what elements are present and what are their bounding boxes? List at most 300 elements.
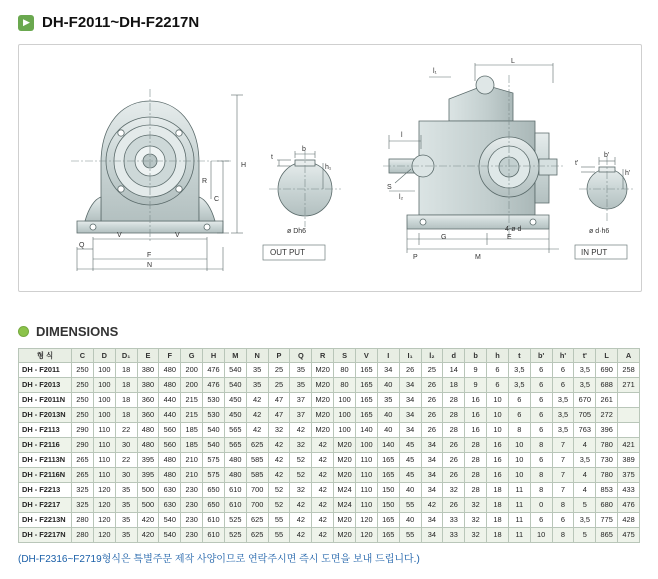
table-cell: 165 [377, 513, 399, 528]
table-cell: 110 [355, 468, 377, 483]
table-cell: 6 [530, 423, 552, 438]
table-cell: 8 [552, 528, 574, 543]
dim-label-t-prime: t' [575, 160, 579, 167]
table-cell: 10 [487, 393, 509, 408]
table-cell: 476 [618, 498, 640, 513]
table-cell: 540 [224, 378, 246, 393]
table-cell-model: DH - F2013 [19, 378, 72, 393]
table-cell: 530 [203, 408, 225, 423]
table-cell: 560 [159, 438, 181, 453]
table-cell: 480 [159, 468, 181, 483]
table-cell: 100 [93, 363, 115, 378]
dim-label-M: M [475, 254, 481, 261]
table-cell: 26 [399, 363, 421, 378]
table-col-header: S [334, 349, 356, 363]
table-cell: 6 [552, 363, 574, 378]
table-cell: 610 [203, 528, 225, 543]
table-row [19, 393, 640, 408]
table-cell: 565 [224, 423, 246, 438]
table-col-header: Q [290, 349, 312, 363]
table-cell: 4 [574, 438, 596, 453]
table-col-header: C [72, 349, 94, 363]
table-cell: 8 [530, 483, 552, 498]
table-col-header: G [181, 349, 203, 363]
table-cell: 6 [530, 453, 552, 468]
table-cell: 26 [421, 408, 443, 423]
dim-label-Q: Q [79, 242, 85, 249]
table-cell-model: DH - F2113N [19, 453, 72, 468]
table-cell: 35 [290, 378, 312, 393]
table-cell: 40 [377, 423, 399, 438]
table-cell: 22 [115, 453, 137, 468]
table-col-header: M [224, 349, 246, 363]
table-cell: 3,5 [508, 378, 530, 393]
table-cell: 140 [355, 423, 377, 438]
table-cell: 34 [399, 408, 421, 423]
table-cell: 42 [312, 438, 334, 453]
dim-label-l: l [401, 132, 403, 139]
table-cell: 18 [487, 528, 509, 543]
table-cell: 325 [72, 498, 94, 513]
table-cell: 865 [596, 528, 618, 543]
table-cell: M20 [312, 393, 334, 408]
table-cell: 185 [181, 438, 203, 453]
dim-label-dh6: ø Dh6 [287, 228, 307, 235]
table-cell: 26 [421, 393, 443, 408]
table-cell: 6 [530, 513, 552, 528]
table-cell: 480 [224, 453, 246, 468]
table-cell: 680 [596, 498, 618, 513]
footnote: (DH-F2316~F2719형식은 특별주문 제작 사양이므로 연락주시면 즉시 도면을 보내 드립니다.) [18, 554, 420, 565]
table-cell: 450 [224, 408, 246, 423]
table-cell: 32 [290, 438, 312, 453]
table-cell: 0 [530, 498, 552, 513]
table-col-header: t [508, 349, 530, 363]
table-cell: 210 [181, 468, 203, 483]
dim-label-H: H [241, 162, 247, 169]
dim-label-h-prime: h' [625, 170, 631, 177]
table-cell: 52 [290, 453, 312, 468]
table-cell: 11 [508, 498, 530, 513]
table-cell-model: DH - F2213N [19, 513, 72, 528]
table-cell: 853 [596, 483, 618, 498]
table-cell: 6 [530, 408, 552, 423]
table-row [19, 483, 640, 498]
label-out-put: OUT PUT [270, 248, 305, 257]
table-cell: 26 [443, 438, 465, 453]
table-cell: 165 [355, 363, 377, 378]
table-cell: 35 [115, 528, 137, 543]
table-cell: 480 [159, 378, 181, 393]
table-col-header: P [268, 349, 290, 363]
table-cell-model: DH - F2011 [19, 363, 72, 378]
table-row [19, 468, 640, 483]
table-body [19, 363, 640, 543]
table-cell-model: DH - F2116N [19, 468, 72, 483]
table-cell: 18 [115, 363, 137, 378]
table-cell: 625 [246, 528, 268, 543]
table-cell: 11 [508, 513, 530, 528]
table-cell: 10 [508, 453, 530, 468]
table-cell: 18 [487, 483, 509, 498]
dimensions-heading-text: DIMENSIONS [36, 324, 119, 339]
table-cell: 42 [246, 408, 268, 423]
table-cell: 42 [268, 468, 290, 483]
table-header-row [19, 349, 640, 363]
table-cell: 165 [377, 468, 399, 483]
table-cell: 7 [552, 438, 574, 453]
table-cell: 585 [246, 453, 268, 468]
table-cell: 476 [203, 363, 225, 378]
table-cell: 290 [72, 423, 94, 438]
table-cell: 525 [224, 513, 246, 528]
table-col-header: N [246, 349, 268, 363]
page-title [18, 14, 199, 31]
table-cell: M20 [334, 528, 356, 543]
table-cell: 200 [181, 378, 203, 393]
table-col-header: h [487, 349, 509, 363]
table-cell: 34 [421, 453, 443, 468]
dim-label-S: S [387, 184, 392, 191]
table-cell: 6 [487, 363, 509, 378]
table-cell: 100 [93, 393, 115, 408]
table-col-header: V [355, 349, 377, 363]
table-cell: 110 [355, 453, 377, 468]
table-cell: 230 [181, 528, 203, 543]
table-cell: 55 [399, 498, 421, 513]
table-row [19, 408, 640, 423]
table-cell: 45 [399, 468, 421, 483]
table-cell: 18 [115, 408, 137, 423]
table-cell: M24 [334, 498, 356, 513]
table-cell: 25 [268, 378, 290, 393]
table-cell: 325 [72, 483, 94, 498]
table-col-header: t' [574, 349, 596, 363]
table-cell: 480 [137, 423, 159, 438]
table-cell: 165 [355, 408, 377, 423]
table-cell: 775 [596, 513, 618, 528]
table-cell: 28 [443, 393, 465, 408]
table-col-header: 형 식 [19, 349, 72, 363]
table-cell: 40 [377, 408, 399, 423]
table-cell: 780 [596, 468, 618, 483]
table-cell: M24 [334, 483, 356, 498]
table-cell: 433 [618, 483, 640, 498]
table-cell: 7 [552, 468, 574, 483]
table-cell: 18 [443, 378, 465, 393]
table-cell: 165 [377, 453, 399, 468]
label-in-put: IN PUT [581, 248, 608, 257]
table-cell: 14 [443, 363, 465, 378]
dim-label-V1: V [117, 232, 122, 239]
table-col-header: H [203, 349, 225, 363]
table-cell: 16 [487, 453, 509, 468]
table-cell-model: DH - F2011N [19, 393, 72, 408]
table-cell: 110 [355, 483, 377, 498]
table-cell: 185 [181, 423, 203, 438]
table-cell: 780 [596, 438, 618, 453]
table-col-header: I₁ [399, 349, 421, 363]
table-cell: 18 [487, 498, 509, 513]
table-cell: 100 [93, 408, 115, 423]
dimensions-table [18, 348, 640, 543]
table-cell: 250 [72, 378, 94, 393]
table-cell: 530 [203, 393, 225, 408]
table-cell: 34 [421, 468, 443, 483]
table-cell: 625 [246, 438, 268, 453]
table-cell: 35 [377, 393, 399, 408]
table-col-header: R [312, 349, 334, 363]
table-cell-model: DH - F2213 [19, 483, 72, 498]
table-cell: M20 [312, 363, 334, 378]
table-cell [618, 393, 640, 408]
table-cell: 16 [487, 468, 509, 483]
table-cell: 3,5 [552, 393, 574, 408]
table-cell: 35 [115, 498, 137, 513]
table-cell: 42 [290, 513, 312, 528]
table-cell: 34 [421, 513, 443, 528]
table-cell: 30 [115, 438, 137, 453]
table-cell: 5 [574, 528, 596, 543]
table-cell: 28 [465, 453, 487, 468]
table-cell: 688 [596, 378, 618, 393]
table-cell: 42 [268, 453, 290, 468]
table-cell: M20 [312, 423, 334, 438]
dim-label-b-prime: b' [604, 152, 610, 159]
table-cell: 11 [508, 483, 530, 498]
table-cell: 6 [508, 408, 530, 423]
table-cell: 16 [465, 423, 487, 438]
table-cell: 26 [421, 378, 443, 393]
dim-label-E: E [507, 234, 512, 241]
table-cell: 395 [137, 453, 159, 468]
table-cell: 3,5 [574, 453, 596, 468]
table-cell: 630 [159, 498, 181, 513]
table-cell: 730 [596, 453, 618, 468]
table-cell: 165 [377, 528, 399, 543]
table-cell: 42 [290, 423, 312, 438]
table-cell: 6 [530, 378, 552, 393]
table-cell: 10 [487, 408, 509, 423]
table-cell: 110 [93, 468, 115, 483]
table-cell: 650 [203, 483, 225, 498]
dim-label-t: t [271, 154, 273, 161]
table-col-header: d [443, 349, 465, 363]
table-cell: 52 [268, 498, 290, 513]
table-cell: 540 [203, 438, 225, 453]
dim-label-V2: V [175, 232, 180, 239]
table-cell: 280 [72, 528, 94, 543]
table-col-header: b' [530, 349, 552, 363]
table-cell: 35 [115, 513, 137, 528]
table-cell: 100 [334, 408, 356, 423]
table-cell: 230 [181, 513, 203, 528]
dim-label-dh6-in: ø d·h6 [589, 228, 610, 235]
table-cell: 630 [159, 483, 181, 498]
table-cell: 55 [268, 513, 290, 528]
table-cell: 9 [465, 363, 487, 378]
table-cell: M20 [334, 468, 356, 483]
table-cell: 32 [465, 498, 487, 513]
table-cell: 8 [530, 468, 552, 483]
table-cell: 8 [552, 498, 574, 513]
table-cell: 280 [72, 513, 94, 528]
table-cell: 165 [355, 378, 377, 393]
table-cell: 16 [465, 393, 487, 408]
table-cell: 28 [443, 408, 465, 423]
table-cell: 42 [290, 498, 312, 513]
table-cell: 396 [596, 423, 618, 438]
bullet-icon [18, 326, 29, 337]
table-cell: 80 [334, 378, 356, 393]
table-cell: 37 [290, 408, 312, 423]
table-cell: 42 [312, 468, 334, 483]
table-cell: 100 [334, 423, 356, 438]
table-cell: 100 [355, 438, 377, 453]
table-cell: 3,5 [552, 408, 574, 423]
table-cell: 200 [181, 363, 203, 378]
table-cell: 28 [443, 423, 465, 438]
table-cell: 525 [224, 528, 246, 543]
table-cell: 450 [224, 393, 246, 408]
table-cell: 6 [552, 513, 574, 528]
dim-label-L: L [511, 58, 515, 65]
table-cell: 42 [246, 393, 268, 408]
dim-label-P: P [413, 254, 418, 261]
table-cell: 28 [465, 468, 487, 483]
table-col-header: I [377, 349, 399, 363]
table-cell: 690 [596, 363, 618, 378]
dim-label-N: N [147, 262, 153, 269]
dimensions-table-wrap [18, 348, 640, 543]
table-cell: 610 [224, 498, 246, 513]
table-cell: 610 [224, 483, 246, 498]
dim-label-l1: l₁ [433, 68, 437, 75]
table-col-header: l₂ [421, 349, 443, 363]
table-row [19, 513, 640, 528]
table-cell: 763 [574, 423, 596, 438]
table-cell: 25 [421, 363, 443, 378]
dimensions-heading [18, 324, 118, 339]
table-cell: 52 [268, 483, 290, 498]
table-cell: 428 [618, 513, 640, 528]
table-cell: 540 [159, 513, 181, 528]
table-cell: 421 [618, 438, 640, 453]
table-cell: 110 [93, 453, 115, 468]
table-cell: 500 [137, 498, 159, 513]
table-cell: 165 [355, 393, 377, 408]
table-cell: 42 [246, 423, 268, 438]
table-cell: 420 [137, 528, 159, 543]
table-cell: 290 [72, 438, 94, 453]
table-cell: 35 [115, 483, 137, 498]
dim-label-C: C [214, 196, 220, 203]
table-cell: 375 [618, 468, 640, 483]
table-cell: 34 [421, 528, 443, 543]
table-cell: 150 [377, 498, 399, 513]
table-col-header: A [618, 349, 640, 363]
table-cell: 26 [421, 423, 443, 438]
label-4-holes: 4-ø d [505, 226, 522, 233]
table-cell: 32 [443, 483, 465, 498]
dim-label-l2: l₂ [399, 194, 404, 201]
table-cell: 475 [618, 528, 640, 543]
table-col-header: h' [552, 349, 574, 363]
table-cell: 42 [312, 483, 334, 498]
table-cell: 7 [552, 483, 574, 498]
table-cell: 8 [530, 438, 552, 453]
technical-drawing-svg [19, 45, 639, 289]
table-col-header: D₁ [115, 349, 137, 363]
table-row [19, 528, 640, 543]
table-cell: M20 [334, 453, 356, 468]
table-cell: 42 [312, 453, 334, 468]
table-cell: 575 [203, 453, 225, 468]
table-cell: 480 [137, 438, 159, 453]
table-cell: 380 [137, 378, 159, 393]
table-cell: 540 [203, 423, 225, 438]
table-cell: 40 [399, 513, 421, 528]
table-cell: 215 [181, 408, 203, 423]
table-cell: 625 [246, 513, 268, 528]
table-cell: 120 [355, 513, 377, 528]
table-cell: 610 [203, 513, 225, 528]
table-col-header: D [93, 349, 115, 363]
table-cell: 700 [246, 498, 268, 513]
table-cell: 34 [399, 423, 421, 438]
table-cell: 34 [399, 378, 421, 393]
table-cell: 28 [465, 438, 487, 453]
table-cell: 565 [224, 438, 246, 453]
table-cell: 250 [72, 393, 94, 408]
table-cell: 210 [181, 453, 203, 468]
technical-drawing-panel [18, 44, 642, 292]
table-cell: 110 [355, 498, 377, 513]
table-row [19, 438, 640, 453]
table-cell: 42 [312, 513, 334, 528]
table-cell: 22 [115, 423, 137, 438]
table-cell: 4 [574, 468, 596, 483]
table-cell: 110 [93, 423, 115, 438]
table-row [19, 378, 640, 393]
table-cell: 110 [93, 438, 115, 453]
table-cell: 25 [268, 363, 290, 378]
table-cell: 3,5 [574, 363, 596, 378]
table-cell: 34 [399, 393, 421, 408]
table-cell: 120 [93, 513, 115, 528]
table-cell: 45 [399, 453, 421, 468]
table-cell: 540 [159, 528, 181, 543]
table-cell: M20 [312, 408, 334, 423]
table-cell: 42 [268, 438, 290, 453]
table-cell: 6 [552, 378, 574, 393]
table-cell: 380 [137, 363, 159, 378]
table-cell: 3,5 [574, 378, 596, 393]
table-cell: 47 [268, 393, 290, 408]
table-cell: 33 [443, 513, 465, 528]
table-cell: 215 [181, 393, 203, 408]
table-cell: 420 [137, 513, 159, 528]
table-cell: 395 [137, 468, 159, 483]
table-cell: 440 [159, 408, 181, 423]
table-col-header: b [465, 349, 487, 363]
table-cell: 42 [421, 498, 443, 513]
table-cell: 272 [596, 408, 618, 423]
table-cell: 3,5 [552, 423, 574, 438]
dim-label-h1: h₁ [325, 164, 332, 171]
table-cell: M20 [312, 378, 334, 393]
dim-label-G: G [441, 234, 447, 241]
